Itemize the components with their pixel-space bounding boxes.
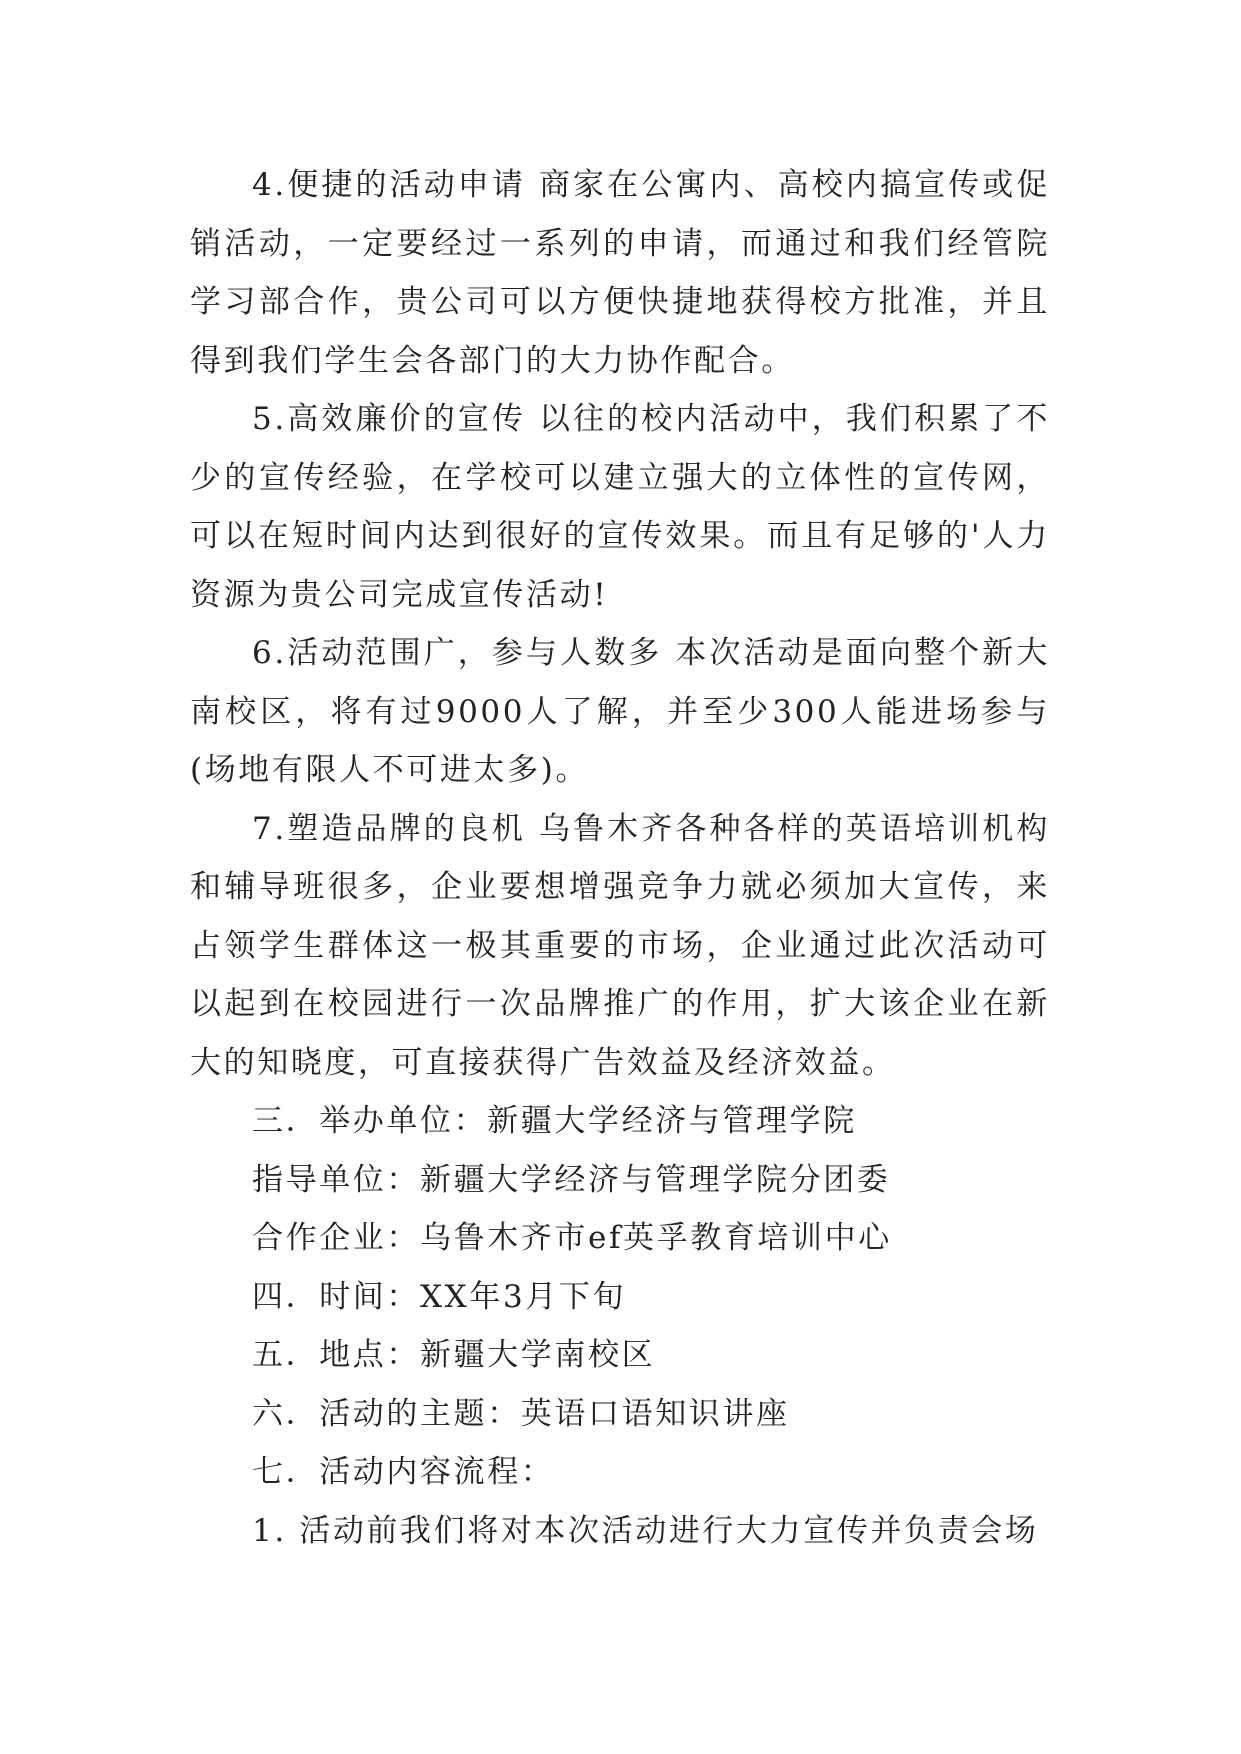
line-partner-company: 合作企业：乌鲁木齐市ef英孚教育培训中心 [252, 1220, 892, 1256]
line-location: 五．地点：新疆大学南校区 [252, 1337, 656, 1373]
line-process-step-1: 1. 活动前我们将对本次活动进行大力宣传并负责会场 [252, 1512, 1039, 1549]
line-process-heading: 七．活动内容流程： [252, 1454, 555, 1490]
paragraph-wide-scope: 6.活动范围广，参与人数多 本次活动是面向整个新大南校区，将有过9000人了解，并至少300人能进场参与(场地有限人不可进太多)。 [190, 635, 1050, 788]
paragraph-brand-opportunity: 7.塑造品牌的良机 乌鲁木齐各种各样的英语培训机构和辅导班很多，企业要想增强竞争力就必须加大宣传，来占领学生群体这一极其重要的市场，企业通过此次活动可以起到在校园进行一次品牌推广的作用，扩大该企业在新大的知晓度，可直接获得广告效益及经济效益。 [190, 810, 1050, 1081]
line-guiding-unit: 指导单位：新疆大学经济与管理学院分团委 [252, 1161, 891, 1198]
paragraph-efficient-promotion: 5.高效廉价的宣传 以往的校内活动中，我们积累了不少的宣传经验，在学校可以建立强大的立体性的宣传网，可以在短时间内达到很好的宣传效果。而且有足够的'人力资源为贵公司完成宣传活动! [190, 401, 1050, 613]
paragraph-convenient-application: 4.便捷的活动申请 商家在公寓内、高校内搞宣传或促销活动，一定要经过一系列的申请，而通过和我们经管院学习部合作，贵公司可以方便快捷地获得校方批准，并且得到我们学生会各部门的大力协作配合。 [190, 167, 1050, 379]
document-body [190, 156, 1050, 1560]
line-time: 四．时间：XX年3月下旬 [252, 1278, 627, 1315]
line-theme: 六．活动的主题：英语口语知识讲座 [252, 1395, 790, 1432]
line-organizer: 三．举办单位：新疆大学经济与管理学院 [252, 1103, 857, 1139]
